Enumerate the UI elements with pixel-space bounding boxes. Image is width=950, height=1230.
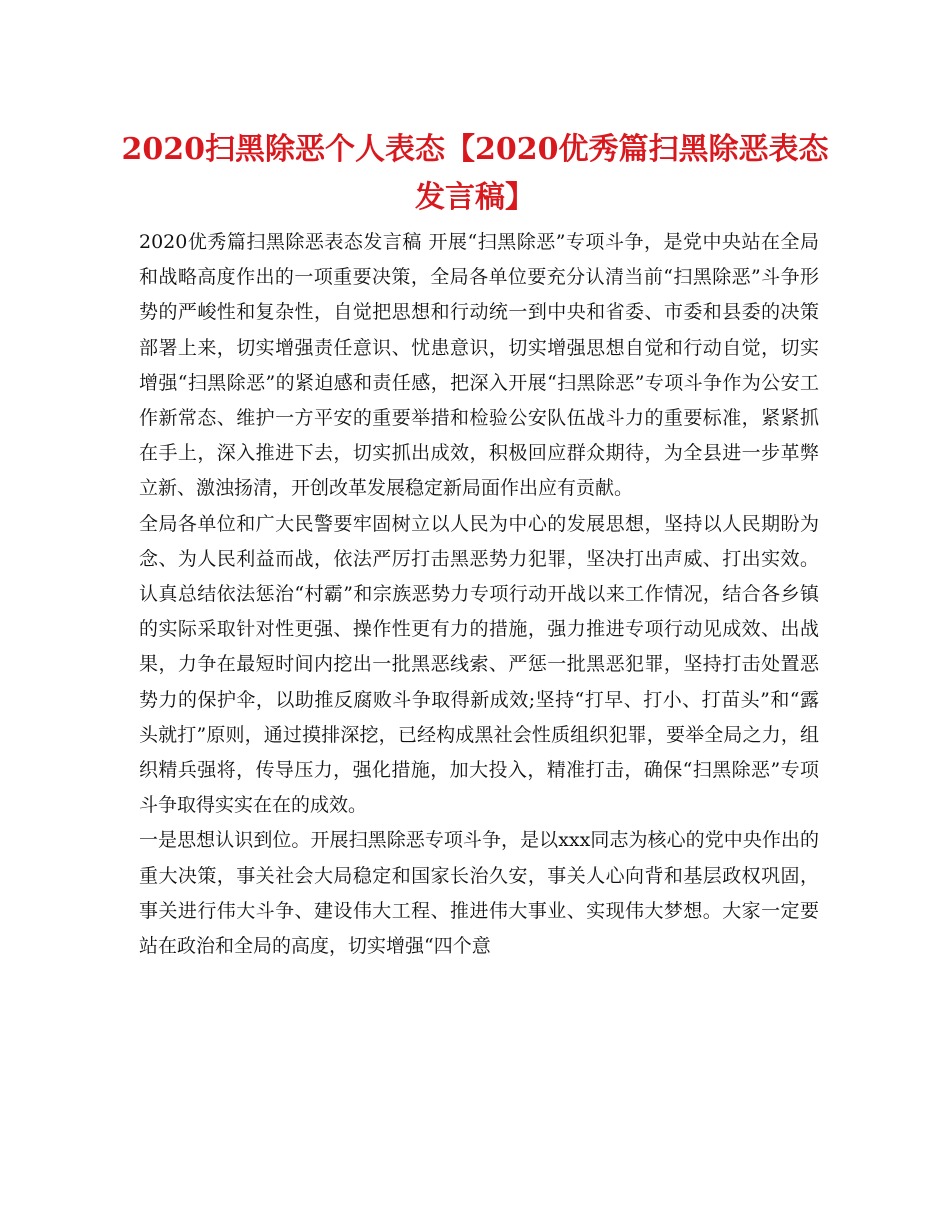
paragraph-2: 全局各单位和广大民警要牢固树立以人民为中心的发展思想，坚持以人民期盼为念、为人民利益而战，依法严厉打击黑恶势力犯罪，坚决打出声威、打出实效。认真总结依法惩治“村霸”和宗族恶势力专项行动开战以来工作情况，结合各乡镇的实际采取针对性更强、操作性更有力的措施，强力推进专项行动见成效、出战果，力争在最短时间内挖出一批黑恶线索、严惩一批黑恶犯罪，坚持打击处置恶势力的保护伞，以助推反腐败斗争取得新成效;坚持“打早、打小、打苗头”和“露头就打”原则，通过摸排深挖，已经构成黑社会性质组织犯罪，要举全局之力，组织精兵强将，传导压力，强化措施，加大投入，精准打击，确保“扫黑除恶”专项斗争取得实实在在的成效。 [139, 512, 819, 817]
paragraph-3: 一是思想认识到位。开展扫黑除恶专项斗争，是以xxx同志为核心的党中央作出的重大决策，事关社会大局稳定和国家长治久安，事关人心向背和基层政权巩固，事关进行伟大斗争、建设伟大工程、推进伟大事业、实现伟大梦想。大家一定要站在政治和全局的高度，切实增强“四个意 [139, 829, 819, 958]
paragraph-1: 2020优秀篇扫黑除恶表态发言稿 开展“扫黑除恶”专项斗争，是党中央站在全局和战略高度作出的一项重要决策，全局各单位要充分认清当前“扫黑除恶”斗争形势的严峻性和复杂性，自觉把思想和行动统一到中央和省委、市委和县委的决策部署上来，切实增强责任意识、忧患意识，切实增强思想自觉和行动自觉，切实增强“扫黑除恶”的紧迫感和责任感，把深入开展“扫黑除恶”专项斗争作为公安工作新常态、维护一方平安的重要举措和检验公安队伍战斗力的重要标准，紧紧抓在手上，深入推进下去，切实抓出成效，积极回应群众期待，为全县进一步革弊立新、激浊扬清，开创改革发展稳定新局面作出应有贡献。 [139, 231, 819, 500]
document-title: 2020扫黑除恶个人表态【2020优秀篇扫黑除恶表态发言稿】 [121, 132, 829, 215]
document-body [139, 225, 819, 964]
